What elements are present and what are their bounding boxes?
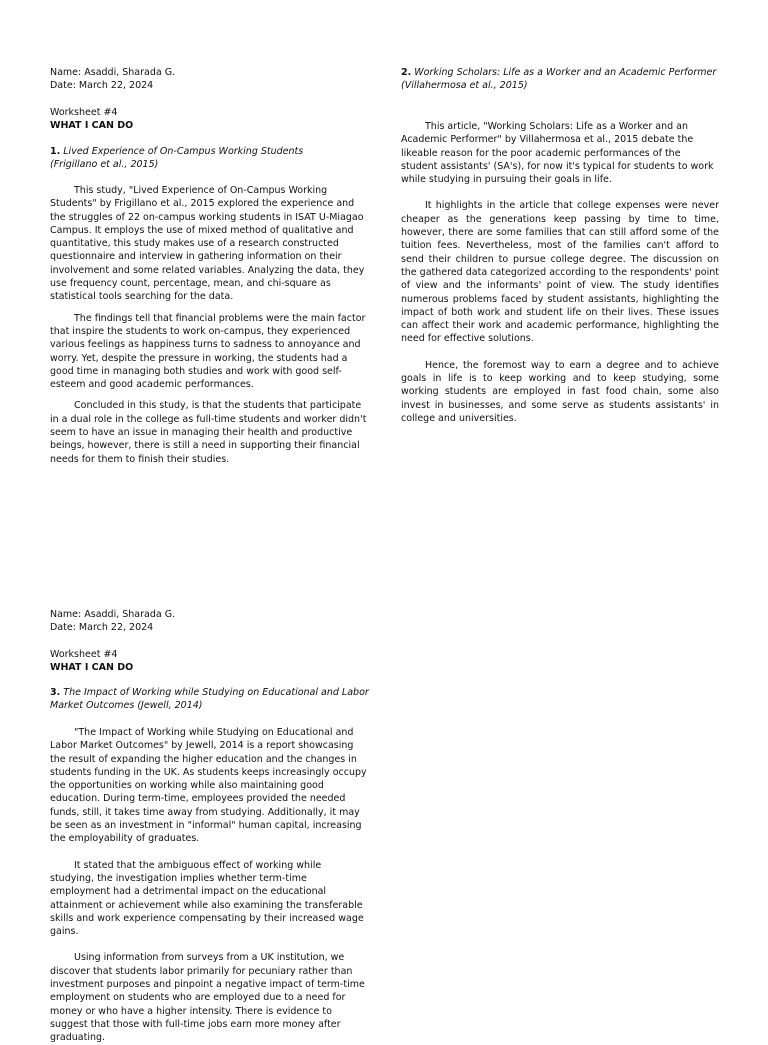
item2-body (401, 120, 719, 425)
item-number: 1. (50, 146, 61, 157)
date: Date: March 22, 2024 (50, 80, 154, 92)
student-name: Name: Asaddi, Sharada G. (50, 67, 176, 78)
paragraph: The findings tell that financial problems were the main factor that inspire the students to work on-campus, they experienced various feelings as happiness turns to sadness to annoyance and worry. Yet, despite the pressure in working, the students had a good time in managing both studies and work with good self-esteem and good academic performances. (50, 312, 366, 391)
item1-body (50, 184, 368, 466)
paragraph: Concluded in this study, is that the students that participate in a dual role in the college as full-time students and worker didn't seem to have an issue in managing their health and productive beings, however, there is still a need in supporting their financial needs for them to finish their studies. (50, 400, 367, 465)
item-title: Lived Experience of On-Campus Working Students (63, 146, 304, 157)
paragraph: It stated that the ambiguous effect of working while studying, the investigation implies whether term-time employment had a detrimental impact on the educational attainment or achievement while also examining the transferable skills and work experience compensating by their increased wage gains. (50, 859, 364, 938)
item2-title (401, 66, 731, 93)
paragraph: "The Impact of Working while Studying on Educational and Labor Market Outcomes" by Jewell, 2014 is a report showcasing the result of expanding the higher education and the changes in students funding in the UK. As students keeps increasingly occupy the opportunities on working while also maintaining good education. During term-time, employees provided the needed funds, still, it takes time away from studying. Additionally, it may be seen as an investment in "informal" human capital, increasing the employability of graduates. (50, 727, 367, 845)
worksheet-number: Worksheet #4 (50, 106, 118, 118)
item-title: Working Scholars: Life as a Worker and an Academic Performer (414, 67, 717, 78)
worksheet-number: Worksheet #4 (50, 648, 118, 660)
item3-title (50, 686, 380, 713)
item-citation: Market Outcomes (Jewell, 2014) (50, 700, 203, 712)
item3-body (50, 726, 368, 1045)
item-citation: (Frigillano et al., 2015) (50, 159, 159, 171)
paragraph: Using information from surveys from a UK institution, we discover that students labor primarily for pecuniary rather than investment purposes and pinpoint a negative impact of term-time employment on students who are employed due to a need for money or who have a higher intensity. There is evidence to suggest that those with full-time jobs earn more money after graduating. (50, 952, 365, 1044)
section-heading: WHAT I CAN DO (50, 119, 134, 131)
item-citation: (Villahermosa et al., 2015) (401, 80, 528, 92)
paragraph: Hence, the foremost way to earn a degree and to achieve goals in life is to keep working and to keep studying, some working students are employed in fast food chain, some also invest in businesses, and some serve as students assistants' in college and universities. (401, 359, 719, 424)
paragraph: This article, "Working Scholars: Life as a Worker and an Academic Performer" by Villahermosa et al., 2015 debate the likeable reason for the poor academic performances of the student assistants' (SA's), for now it's typical for students to work while studying in pursuing their goals in life. (401, 121, 714, 186)
page2-header (50, 608, 370, 674)
item-number: 2. (401, 67, 412, 78)
item-number: 3. (50, 687, 61, 698)
section-heading: WHAT I CAN DO (50, 661, 134, 673)
item1-title (50, 145, 370, 172)
paragraph: This study, "Lived Experience of On-Campus Working Students" by Frigillano et al., 2015 explored the experience and the struggles of 22 on-campus working students in ISAT U-Miagao Campus. It employs the use of mixed method of qualitative and quantitative, this study makes use of a research constructed questionnaire and interview in gathering information on their involvement and some related variables. Analyzing the data, they use frequency count, percentage, mean, and chi-square as statistical tools searching for the data. (50, 185, 365, 303)
page1-header (50, 66, 370, 132)
paragraph: It highlights in the article that college expenses were never cheaper as the generations keep passing by time to time, however, there are some families that can still afford some of the tuition fees. Nevertheless, most of the families can't afford to send their children to pursue college degree. The discussion on the gathered data categorized according to the respondents' point of view and the informants' point of view. The study identifies numerous problems faced by student assistants, highlighting the impact of both work and student life on their lives. These issues can affect their work and academic performance, highlighting the need for effective solutions. (401, 200, 719, 345)
item-title: The Impact of Working while Studying on Educational and Labor (63, 687, 369, 698)
date: Date: March 22, 2024 (50, 622, 154, 634)
student-name: Name: Asaddi, Sharada G. (50, 609, 176, 620)
